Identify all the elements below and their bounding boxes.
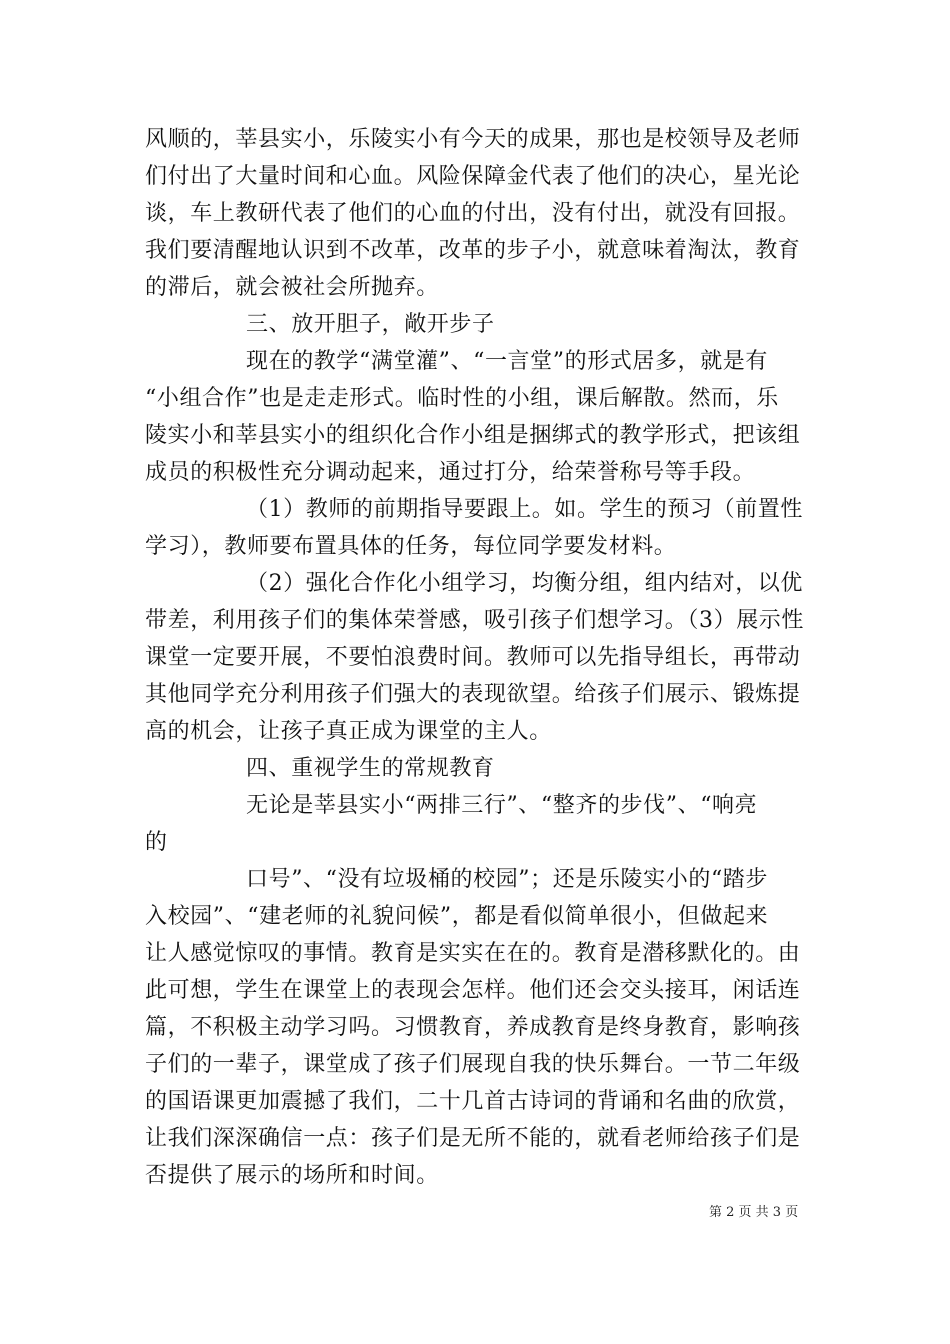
paragraph-line: 带差，利用孩子们的集体荣誉感，吸引孩子们想学习。（3）展示性 bbox=[145, 608, 804, 633]
paragraph-line: 此可想，学生在课堂上的表现会怎样。他们还会交头接耳，闲话连 bbox=[145, 978, 801, 1003]
paragraph-line: “小组合作”也是走走形式。临时性的小组，课后解散。然而，乐 bbox=[145, 386, 779, 411]
paragraph-line: （2）强化合作化小组学习，均衡分组，组内结对，以优 bbox=[246, 571, 803, 596]
paragraph-line: 篇，不积极主动学习吗。习惯教育，养成教育是终身教育，影响孩 bbox=[145, 1015, 801, 1040]
paragraph-line: 入校园”、“建老师的礼貌问候”，都是看似简单很小，但做起来 bbox=[145, 904, 769, 929]
paragraph-line: 无论是莘县实小“两排三行”、“整齐的步伐”、“响亮 bbox=[246, 793, 758, 818]
paragraph-line: （1）教师的前期指导要跟上。如。学生的预习（前置性 bbox=[246, 497, 803, 522]
paragraph-line: 让人感觉惊叹的事情。教育是实实在在的。教育是潜移默化的。由 bbox=[145, 941, 801, 966]
paragraph-line: 我们要清醒地认识到不改革，改革的步子小，就意味着淘汰，教育 bbox=[145, 238, 801, 263]
page-number-footer: 第 2 页 共 3 页 bbox=[709, 1205, 799, 1220]
paragraph-line: 口号”、“没有垃圾桶的校园”；还是乐陵实小的“踏步 bbox=[246, 867, 768, 892]
paragraph-line: 的 bbox=[145, 830, 168, 855]
paragraph-line: 高的机会，让孩子真正成为课堂的主人。 bbox=[145, 719, 552, 744]
paragraph-line: 学习），教师要布置具体的任务，每位同学要发材料。 bbox=[145, 534, 677, 559]
section-heading: 四、重视学生的常规教育 bbox=[246, 756, 495, 781]
paragraph-line: 现在的教学“满堂灌”、“一言堂”的形式居多，就是有 bbox=[246, 349, 768, 374]
paragraph-line: 让我们深深确信一点：孩子们是无所不能的，就看老师给孩子们是 bbox=[145, 1126, 801, 1151]
paragraph-line: 们付出了大量时间和心血。风险保障金代表了他们的决心，星光论 bbox=[145, 164, 801, 189]
paragraph-line: 否提供了展示的场所和时间。 bbox=[145, 1163, 439, 1188]
paragraph-line: 谈，车上教研代表了他们的心血的付出，没有付出，就没有回报。 bbox=[145, 201, 801, 226]
paragraph-line: 课堂一定要开展，不要怕浪费时间。教师可以先指导组长，再带动 bbox=[145, 645, 801, 670]
paragraph-line: 的国语课更加震撼了我们，二十几首古诗词的背诵和名曲的欣赏， bbox=[145, 1089, 801, 1114]
paragraph-line: 风顺的，莘县实小，乐陵实小有今天的成果，那也是校领导及老师 bbox=[145, 127, 801, 152]
paragraph-line: 成员的积极性充分调动起来，通过打分，给荣誉称号等手段。 bbox=[145, 460, 756, 485]
paragraph-line: 子们的一辈子，课堂成了孩子们展现自我的快乐舞台。一节二年级 bbox=[145, 1052, 801, 1077]
section-heading: 三、放开胆子，敞开步子 bbox=[246, 312, 495, 337]
paragraph-line: 其他同学充分利用孩子们强大的表现欲望。给孩子们展示、锻炼提 bbox=[145, 682, 801, 707]
paragraph-line: 的滞后，就会被社会所抛弃。 bbox=[145, 275, 439, 300]
paragraph-line: 陵实小和莘县实小的组织化合作小组是捆绑式的教学形式，把该组 bbox=[145, 423, 801, 448]
